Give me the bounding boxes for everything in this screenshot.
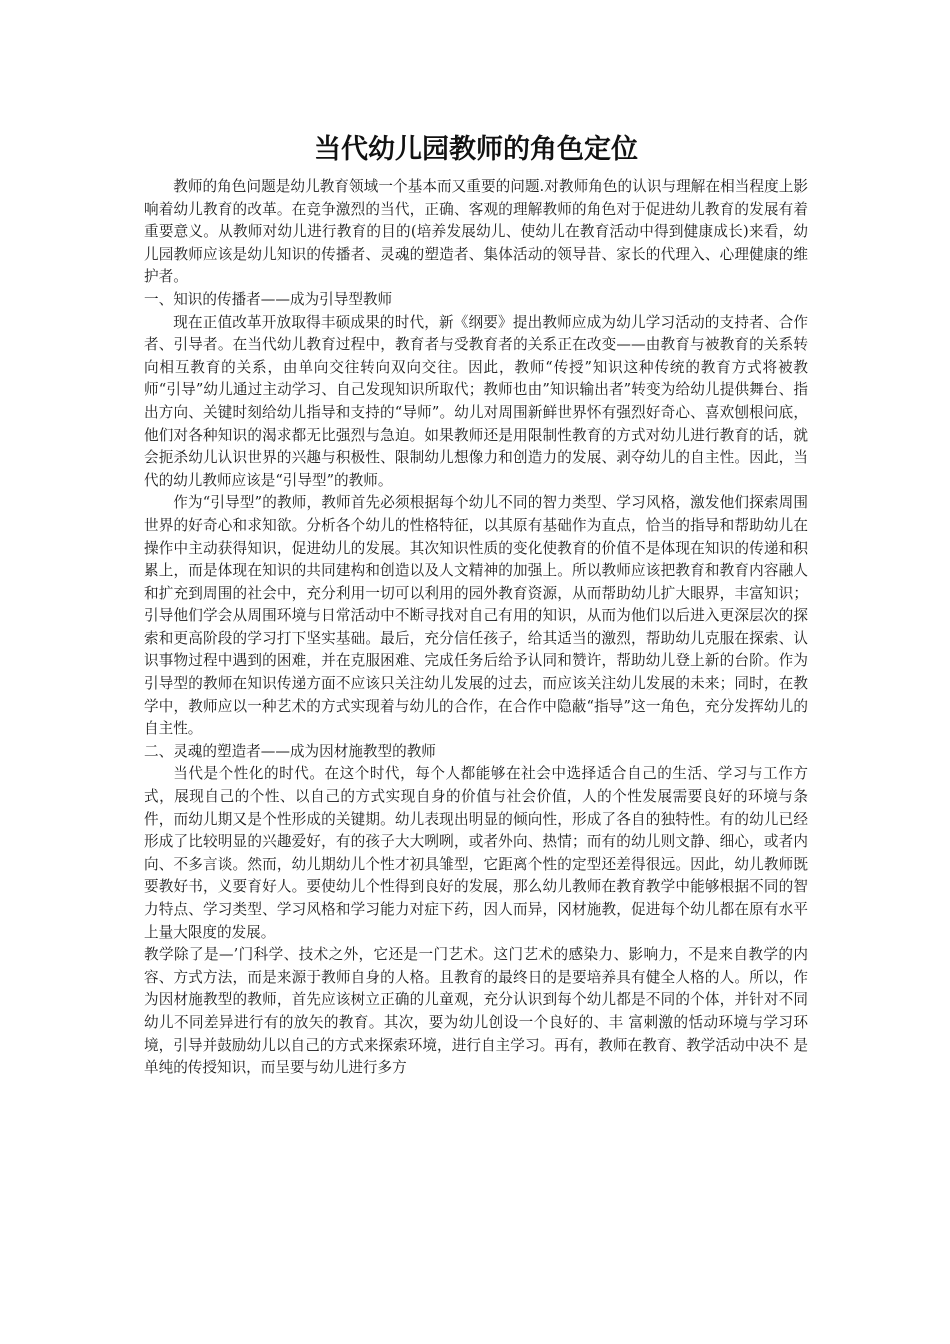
section-2-heading: 二、灵魂的塑造者——成为因材施教型的教师: [144, 742, 436, 760]
document-body: [144, 128, 808, 1080]
section-1-paragraph-1: 现在正值改革开放取得丰硕成果的时代，新《纲要》提出教师应成为幼儿学习活动的支持者、合作者、引导者。在当代幼儿教育过程中，教育者与受教育者的关系正在改变——由教育与被教育的关系转向相互教育的关系，由单向交往转向双向交往。因此，教师“传授”知识这种传统的教育方式将被教师“引导”幼儿通过主动学习、自己发现知识所取代；教师也由”知识输出者”转变为给幼儿提供舞台、指出方向、关键时刻给幼儿指导和支持的“导师”。幼儿对周围新鲜世界怀有强烈好奇心、喜欢刨根问底，他们对各种知识的渴求都无比强烈与急迫。如果教师还是用限制性教育的方式对幼儿进行教育的话，就会扼杀幼儿认识世界的兴趣与积极性、限制幼儿想像力和创造力的发展、剥夺幼儿的自主性。因此，当代的幼儿教师应该是“引导型”的教师。: [144, 313, 808, 489]
document-title: 当代幼儿园教师的角色定位: [314, 134, 638, 165]
section-2-paragraph-1: 当代是个性化的时代。在这个时代，每个人都能够在社会中选择适合自己的生活、学习与工作方式，展现自己的个性、以自己的方式实现自身的价值与社会价值，人的个性发展需要良好的环境与条件，而幼儿期又是个性形成的关键期。幼儿表现出明显的倾向性，形成了各自的独特性。有的幼儿已经形成了比较明显的兴趣爱好，有的孩子大大咧咧，或者外向、热情；而有的幼儿则文静、细心，或者内向、不多言谈。然而，幼儿期幼儿个性才初具雏型，它距离个性的定型还差得很远。因此，幼儿教师既要教好书，义要育好人。要使幼儿个性得到良好的发展，那么幼儿教师在教育教学中能够根据不同的智力特点、学习类型、学习风格和学习能力对症下药，因人而异，冈材施教，促进每个幼儿都在原有水平上量大限度的发展。: [144, 765, 808, 941]
section-1-heading: 一、知识的传播者——成为引导型教师: [144, 290, 393, 308]
section-2-paragraph-2: 教学除了是—’门科学、技术之外，它还是一门艺术。这门艺术的感染力、影响力，不是来自教学的内容、方式方法，而是来源于教师自身的人格。且教育的最终日的是要培养具有健全人格的人。所以，作为因材施教型的教师，首先应该树立正确的儿童观，充分认识到每个幼儿都是不同的个体，并针对不同幼儿不同差异进行有的放矢的教育。其次，要为幼儿创设一个良好的、丰 富刺激的恬动环境与学习环境，引导并鼓励幼儿以自己的方式来探索环境，进行自主学习。再有，教师在教育、教学活动中决不 是单纯的传授知识，而呈要与幼儿进行多方: [144, 946, 808, 1077]
section-1-paragraph-2: 作为“引导型”的教师，教师首先必须根据每个幼儿不同的智力类型、学习风格，激发他们探索周围世界的好奇心和求知欲。分析各个幼儿的性格特征，以其原有基础作为直点，恰当的指导和帮助幼儿在操作中主动获得知识，促进幼儿的发展。其次知识性质的变化使教育的价值不是体现在知识的传递和积累上，而是体现在知识的共同建构和创造以及人文精神的加强上。所以教师应该把教育和教育内容融人和扩充到周围的社会中，充分利用一切可以利用的园外教育资源，从而帮助幼儿扩大眼界，丰富知识；引导他们学会从周围环境与日常活动中不断寻找对自己有用的知识，从而为他们以后进入更深层次的探索和更高阶段的学习打下坚实基础。最后，充分信任孩子，给其适当的激烈，帮助幼儿克服在探索、认识事物过程中遇到的困难，并在克服困难、完成任务后给予认同和赞许，帮助幼儿登上新的台阶。作为引导型的教师在知识传递方面不应该只关注幼儿发展的过去，而应该关注幼儿发展的未来；同时，在教学中，教师应以一种艺术的方式实现着与幼儿的合作，在合作中隐蔽“指导”这一角色，充分发挥幼儿的自主性。: [144, 494, 808, 738]
intro-paragraph: 教师的角色问题是幼儿教育领域一个基本而又重要的问题.对教师角色的认识与理解在相当程度上影响着幼儿教育的改革。在竞争激烈的当代，正确、客观的理解教师的角色对于促进幼儿教育的发展有着重要意义。从教师对幼儿进行教育的目的(培养发展幼儿、使幼儿在教育活动中得到健康成长)来看，幼儿园教师应该是幼儿知识的传播者、灵魂的塑造者、集体活动的领导昔、家长的代理入、心理健康的维护者。: [144, 178, 808, 286]
